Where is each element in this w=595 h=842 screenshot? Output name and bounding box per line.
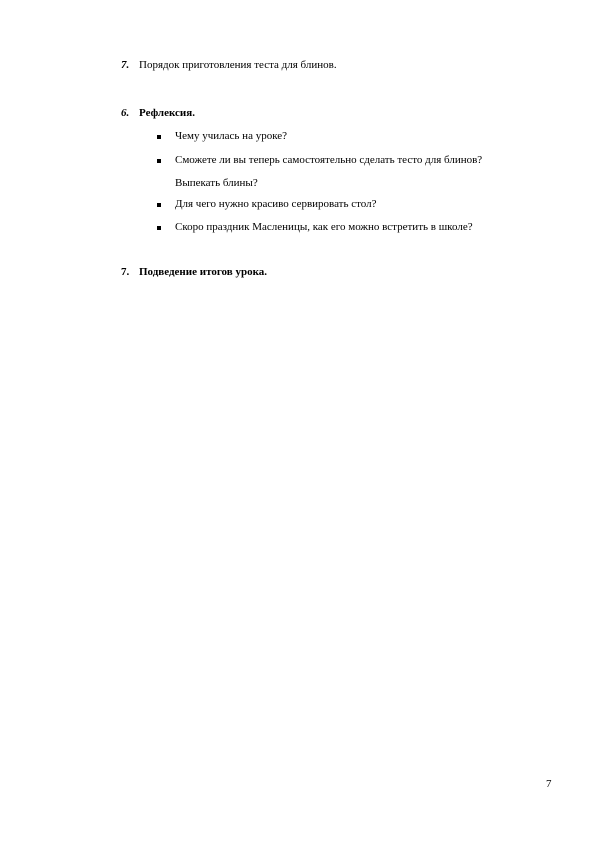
bullet-marker (157, 226, 161, 230)
section-heading: Подведение итогов урока. (139, 266, 268, 278)
section-heading: Рефлексия. (139, 107, 195, 119)
item-number: 6. (121, 107, 130, 119)
item-number: 7. (121, 59, 130, 71)
list-item: Сможете ли вы теперь самостоятельно сделать тесто для блинов? (175, 154, 483, 166)
item-text: Порядок приготовления теста для блинов. (139, 59, 337, 71)
bullet-marker (157, 203, 161, 207)
list-item-continuation: Выпекать блины? (175, 177, 258, 189)
page-number: 7 (546, 778, 552, 790)
list-item: Чему училась на уроке? (175, 130, 288, 142)
list-item: Скоро праздник Масленицы, как его можно встретить в школе? (175, 221, 473, 233)
bullet-marker (157, 159, 161, 163)
bullet-marker (157, 135, 161, 139)
list-item: Для чего нужно красиво сервировать стол? (175, 198, 377, 210)
item-number: 7. (121, 266, 130, 278)
